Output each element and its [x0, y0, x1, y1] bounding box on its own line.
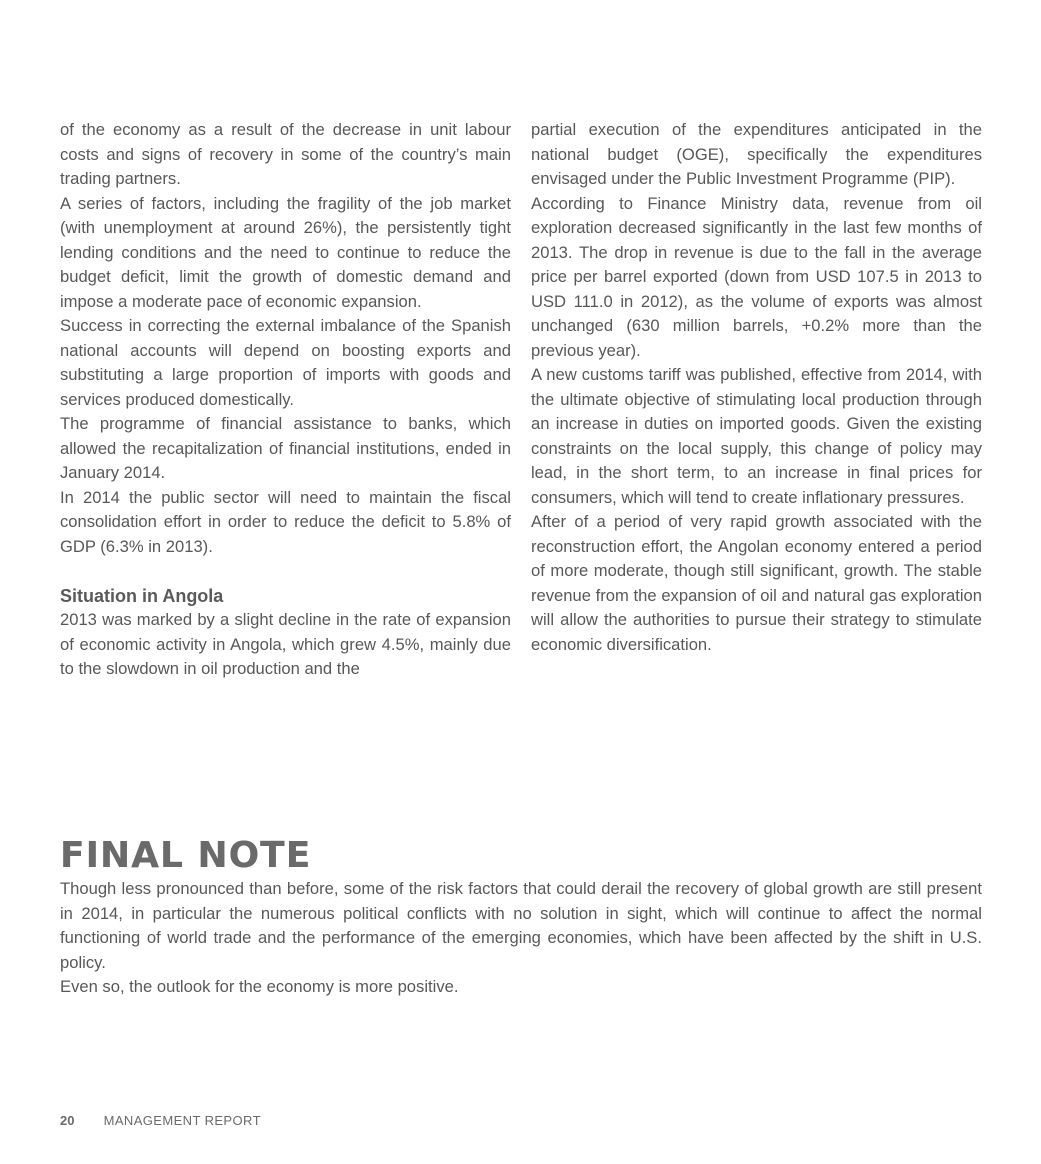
paragraph: Though less pronounced than before, some of the risk factors that could derail the recovery of global growth are still present in 2014, in particular the numerous political conflicts with no solution in sight, which will continue to affect the normal functioning of world trade and the performance of the emerging economies, which have been affected by the shift in U.S. policy.	[60, 879, 982, 972]
left-column	[60, 118, 511, 682]
paragraph: A series of factors, including the fragility of the job market (with unemployment at around 26%), the persistently tight lending conditions and the need to continue to reduce the budget deficit, limit the growth of domestic demand and impose a moderate pace of economic expansion.	[60, 193, 511, 311]
paragraph: partial execution of the expenditures anticipated in the national budget (OGE), specifically the expenditures envisaged under the Public Investment Programme (PIP).	[531, 120, 982, 188]
paragraph: According to Finance Ministry data, revenue from oil exploration decreased significantly in the last few months of 2013. The drop in revenue is due to the fall in the average price per barrel exported (down from USD 107.5 in 2013 to USD 111.0 in 2012), as the volume of exports was almost unchanged (630 million barrels, +0.2% more than the previous year).	[531, 193, 982, 360]
final-note-title: FINAL NOTE	[60, 835, 312, 876]
paragraph: Even so, the outlook for the economy is more positive.	[60, 977, 459, 996]
paragraph: Success in correcting the external imbalance of the Spanish national accounts will depend on boosting exports and substituting a large proportion of imports with goods and services produced domestically.	[60, 316, 511, 409]
section-heading: Situation in Angola	[60, 585, 224, 606]
page-footer	[60, 1112, 261, 1130]
paragraph: of the economy as a result of the decrease in unit labour costs and signs of recovery in some of the country’s main trading partners.	[60, 120, 511, 188]
report-section-name: MANAGEMENT REPORT	[103, 1113, 261, 1128]
paragraph: 2013 was marked by a slight decline in the rate of expansion of economic activity in Angola, which grew 4.5%, mainly due to the slowdown in oil production and the	[60, 610, 511, 678]
paragraph: After of a period of very rapid growth associated with the reconstruction effort, the Angolan economy entered a period of more moderate, though still significant, growth. The stable revenue from the expansion of oil and natural gas exploration will allow the authorities to pursue their strategy to stimulate economic diversification.	[531, 512, 982, 654]
paragraph: In 2014 the public sector will need to maintain the fiscal consolidation effort in order to reduce the deficit to 5.8% of GDP (6.3% in 2013).	[60, 487, 511, 556]
right-column	[531, 118, 982, 657]
final-note-body	[60, 877, 982, 1000]
paragraph: A new customs tariff was published, effective from 2014, with the ultimate objective of stimulating local production through an increase in duties on imported goods. Given the existing constraints on the local supply, this change of policy may lead, in the short term, to an increase in final prices for consumers, which will tend to create inflationary pressures.	[531, 365, 982, 507]
paragraph: The programme of financial assistance to banks, which allowed the recapitalization of financial institutions, ended in January 2014.	[60, 414, 511, 482]
page-number: 20	[60, 1113, 75, 1128]
